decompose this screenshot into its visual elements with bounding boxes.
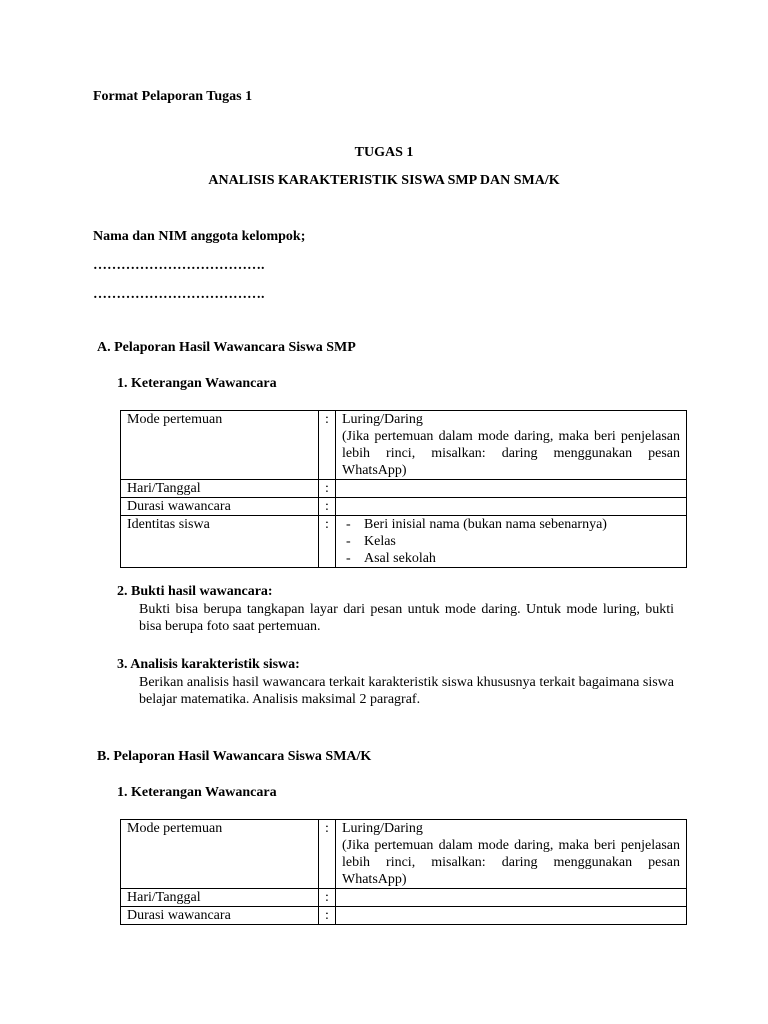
colon: : <box>319 411 336 480</box>
colon: : <box>319 480 336 498</box>
mode-value: Luring/Daring <box>342 821 423 836</box>
hari-label: Hari/Tanggal <box>121 480 319 498</box>
mode-label: Mode pertemuan <box>121 411 319 480</box>
main-title: ANALISIS KARAKTERISTIK SISWA SMP DAN SMA/K <box>208 173 560 188</box>
identitas-label: Identitas siswa <box>121 516 319 568</box>
list-item: - Beri inisial nama (bukan nama sebenarnya) <box>342 516 680 533</box>
table-row <box>121 480 687 498</box>
colon: : <box>319 498 336 516</box>
member-placeholder-2: ………………………………. <box>93 287 265 302</box>
interview-info-table-smp <box>120 410 687 568</box>
table-row <box>121 907 687 925</box>
colon: : <box>319 907 336 925</box>
tugas-title: TUGAS 1 <box>354 145 414 160</box>
members-label: Nama dan NIM anggota kelompok; <box>93 229 306 244</box>
identitas-cell <box>336 516 687 568</box>
list-item: - Asal sekolah <box>342 550 680 567</box>
table-row <box>121 498 687 516</box>
mode-cell <box>336 411 687 480</box>
mode-cell <box>336 820 687 889</box>
section-b-item1-heading: 1. Keterangan Wawancara <box>117 785 277 800</box>
colon: : <box>319 516 336 568</box>
durasi-value <box>336 907 687 925</box>
durasi-label: Durasi wawancara <box>121 498 319 516</box>
table-row <box>121 820 687 889</box>
mode-value: Luring/Daring <box>342 412 423 427</box>
section-a-item3-text: Berikan analisis hasil wawancara terkait karakteristik siswa khususnya terkait bagaimana siswa belajar matematika. Analisis maksimal 2 paragraf. <box>139 675 674 707</box>
hari-value <box>336 889 687 907</box>
section-a-heading: A. Pelaporan Hasil Wawancara Siswa SMP <box>97 340 356 355</box>
section-b-heading: B. Pelaporan Hasil Wawancara Siswa SMA/K <box>97 749 372 764</box>
table-row <box>121 516 687 568</box>
mode-note: (Jika pertemuan dalam mode daring, maka beri penjelasan lebih rinci, misalkan: daring menggunakan pesan WhatsApp) <box>342 429 680 478</box>
list-item: - Kelas <box>342 533 680 550</box>
interview-info-table-sma <box>120 819 687 925</box>
section-a-item2-text: Bukti bisa berupa tangkapan layar dari pesan untuk mode daring. Untuk mode luring, bukti bisa berupa foto saat pertemuan. <box>139 602 674 634</box>
member-placeholder-1: ………………………………. <box>93 258 265 273</box>
section-a-item3-heading: 3. Analisis karakteristik siswa: <box>117 657 300 672</box>
section-a-item2-heading: 2. Bukti hasil wawancara: <box>117 584 273 599</box>
identitas-list <box>342 516 680 567</box>
mode-note: (Jika pertemuan dalam mode daring, maka beri penjelasan lebih rinci, misalkan: daring menggunakan pesan WhatsApp) <box>342 838 680 887</box>
hari-label: Hari/Tanggal <box>121 889 319 907</box>
section-a-item1-heading: 1. Keterangan Wawancara <box>117 376 277 391</box>
durasi-value <box>336 498 687 516</box>
format-heading: Format Pelaporan Tugas 1 <box>93 89 253 104</box>
colon: : <box>319 889 336 907</box>
durasi-label: Durasi wawancara <box>121 907 319 925</box>
mode-label: Mode pertemuan <box>121 820 319 889</box>
hari-value <box>336 480 687 498</box>
colon: : <box>319 820 336 889</box>
table-row <box>121 411 687 480</box>
table-row <box>121 889 687 907</box>
